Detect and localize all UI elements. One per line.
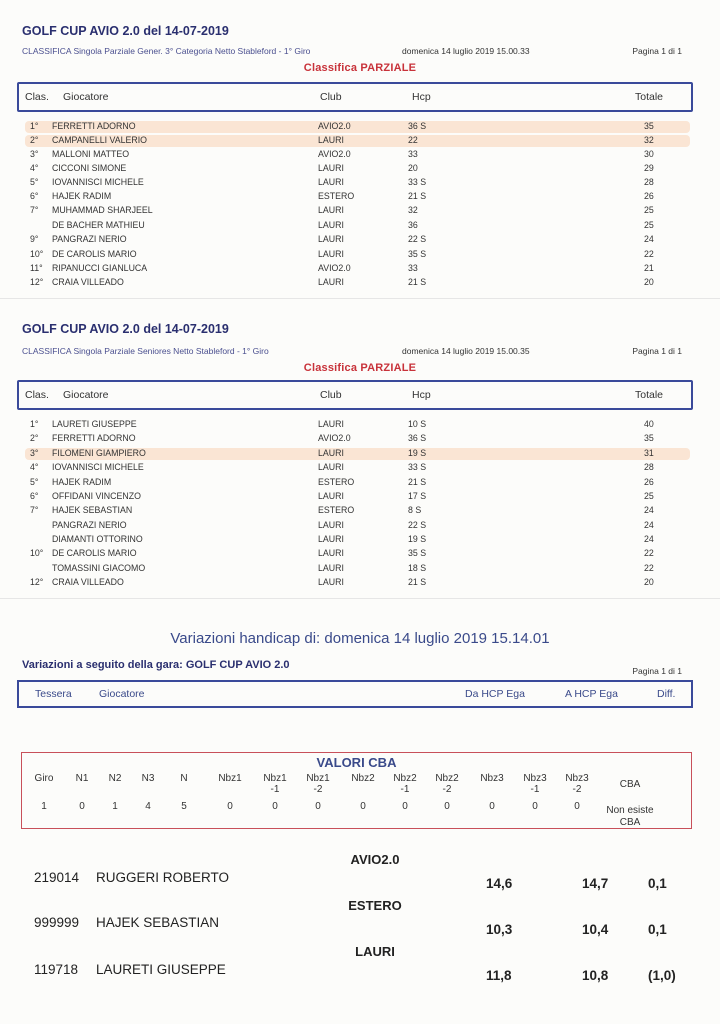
cba-value-cell: 0 — [360, 801, 366, 812]
table-row — [0, 562, 720, 576]
cba-header-cell: Nbz2 — [351, 773, 375, 784]
player-name: FERRETTI ADORNO — [52, 121, 136, 131]
table-row — [0, 162, 720, 176]
cba-header-cell: N2 — [108, 773, 122, 784]
table-row — [0, 204, 720, 218]
member-card-number: 999999 — [34, 915, 80, 930]
col-totale: Totale — [635, 91, 664, 103]
section-subtitle: CLASSIFICA Singola Parziale Seniores Netto Stableford - 1° Giro — [22, 346, 269, 356]
rank-position: 5° — [30, 477, 39, 487]
table-row — [0, 276, 720, 290]
variazioni-header — [17, 680, 693, 708]
player-total: 28 — [644, 177, 654, 187]
cba-header-cell: N — [180, 773, 188, 784]
to-hcp-ega: 10,4 — [582, 922, 609, 937]
player-total: 32 — [644, 135, 654, 145]
player-club: ESTERO — [318, 477, 355, 487]
cba-value-cell: 0 — [402, 801, 408, 812]
table-row — [0, 519, 720, 533]
player-hcp: 36 S — [408, 121, 427, 131]
player-total: 20 — [644, 577, 654, 587]
cba-values-box — [21, 752, 692, 829]
col-giocatore: Giocatore — [63, 91, 109, 103]
member-card-number: 219014 — [34, 870, 80, 885]
table-row — [0, 461, 720, 475]
player-hcp: 21 S — [408, 477, 427, 487]
handicap-change-row — [0, 915, 720, 935]
table-row — [0, 262, 720, 276]
col-tessera: Tessera — [35, 688, 72, 700]
player-name: FERRETTI ADORNO — [52, 433, 136, 443]
player-hcp: 22 S — [408, 520, 427, 530]
cba-header-cell: Nbz2 -1 — [393, 773, 417, 795]
rank-position: 6° — [30, 491, 39, 501]
cba-value-cell: 0 — [489, 801, 495, 812]
cba-value-cell: 0 — [574, 801, 580, 812]
table-row — [0, 418, 720, 432]
cba-header-cell: Nbz2 -2 — [435, 773, 459, 795]
player-club: LAURI — [318, 277, 344, 287]
player-name: DE CAROLIS MARIO — [52, 548, 137, 558]
player-name: PANGRAZI NERIO — [52, 520, 127, 530]
player-hcp: 33 — [408, 149, 418, 159]
cba-value-cell: 0 — [532, 801, 538, 812]
col-giocatore: Giocatore — [99, 688, 145, 700]
cba-header-cell: N1 — [75, 773, 89, 784]
player-club: LAURI — [318, 462, 344, 472]
player-club: AVIO2.0 — [318, 263, 351, 273]
classifica-heading: Classifica PARZIALE — [303, 62, 417, 74]
variazioni-subtitle: Variazioni a seguito della gara: GOLF CUP AVIO 2.0 — [22, 659, 290, 671]
cba-header-cell: N3 — [141, 773, 155, 784]
player-club: LAURI — [318, 520, 344, 530]
player-hcp: 19 S — [408, 448, 427, 458]
rank-position: 2° — [30, 433, 39, 443]
player-hcp: 21 S — [408, 277, 427, 287]
col-hcp: Hcp — [412, 91, 431, 103]
club-heading: AVIO2.0 — [350, 852, 400, 867]
rank-position: 3° — [30, 448, 39, 458]
player-total: 21 — [644, 263, 654, 273]
player-total: 28 — [644, 462, 654, 472]
player-total: 40 — [644, 419, 654, 429]
player-club: LAURI — [318, 563, 344, 573]
player-name: HAJEK RADIM — [52, 191, 112, 201]
rank-position: 3° — [30, 149, 39, 159]
cba-value-cell: 5 — [181, 801, 187, 812]
table-row — [0, 233, 720, 247]
player-hcp: 20 — [408, 163, 418, 173]
player-club: LAURI — [318, 220, 344, 230]
player-club: LAURI — [318, 163, 344, 173]
player-total: 22 — [644, 563, 654, 573]
club-heading: LAURI — [355, 944, 395, 959]
cba-header-cell: Nbz1 -2 — [306, 773, 330, 795]
table-row — [0, 148, 720, 162]
table-row — [0, 176, 720, 190]
player-name: CRAIA VILLEADO — [52, 277, 124, 287]
page-indicator: Pagina 1 di 1 — [632, 346, 682, 356]
player-total: 22 — [644, 548, 654, 558]
player-name: HAJEK RADIM — [52, 477, 112, 487]
player-hcp: 18 S — [408, 563, 427, 573]
from-hcp-ega: 11,8 — [486, 968, 512, 983]
rank-position: 7° — [30, 505, 39, 515]
player-hcp: 36 — [408, 220, 418, 230]
player-club: LAURI — [318, 448, 344, 458]
col-clas: Clas. — [25, 389, 49, 401]
cba-value-cell: 0 — [315, 801, 321, 812]
player-total: 25 — [644, 205, 654, 215]
handicap-change-row — [0, 870, 720, 890]
player-hcp: 32 — [408, 205, 418, 215]
rank-position: 10° — [30, 249, 44, 259]
player-total: 26 — [644, 191, 654, 201]
player-total: 35 — [644, 121, 654, 131]
player-club: LAURI — [318, 534, 344, 544]
table-row — [0, 547, 720, 561]
col-hcp: Hcp — [412, 389, 431, 401]
table-row — [0, 447, 720, 461]
player-hcp: 35 S — [408, 249, 427, 259]
player-club: LAURI — [318, 577, 344, 587]
player-name: TOMASSINI GIACOMO — [52, 563, 146, 573]
cba-value-cell: 0 — [444, 801, 450, 812]
player-total: 29 — [644, 163, 654, 173]
section-date: domenica 14 luglio 2019 15.00.33 — [402, 46, 530, 56]
table-row — [0, 476, 720, 490]
cba-header-cell: Nbz3 -2 — [565, 773, 589, 795]
player-club: AVIO2.0 — [318, 433, 351, 443]
rank-position: 10° — [30, 548, 44, 558]
player-club: LAURI — [318, 234, 344, 244]
rank-position: 7° — [30, 205, 39, 215]
rank-position: 12° — [30, 577, 44, 587]
player-name: OFFIDANI VINCENZO — [52, 491, 141, 501]
member-card-number: 119718 — [34, 962, 79, 977]
player-club: AVIO2.0 — [318, 121, 351, 131]
player-total: 22 — [644, 249, 654, 259]
club-heading: ESTERO — [348, 898, 402, 913]
section-subtitle: CLASSIFICA Singola Parziale Gener. 3° Categoria Netto Stableford - 1° Giro — [22, 46, 311, 56]
player-club: ESTERO — [318, 505, 355, 515]
to-hcp-ega: 10,8 — [582, 968, 609, 983]
col-club: Club — [320, 389, 342, 401]
table-row — [0, 576, 720, 590]
player-total: 35 — [644, 433, 654, 443]
page-indicator: Pagina 1 di 1 — [632, 666, 682, 676]
cba-header-cell: Nbz1 — [218, 773, 242, 784]
player-hcp: 8 S — [408, 505, 422, 515]
player-name: FILOMENI GIAMPIERO — [52, 448, 146, 458]
player-hcp: 36 S — [408, 433, 427, 443]
cba-value-cell: 0 — [227, 801, 233, 812]
player-hcp: 33 — [408, 263, 418, 273]
hcp-diff: 0,1 — [648, 876, 667, 891]
player-total: 24 — [644, 234, 654, 244]
player-hcp: 35 S — [408, 548, 427, 558]
rank-position: 5° — [30, 177, 39, 187]
player-total: 31 — [644, 448, 654, 458]
player-club: LAURI — [318, 419, 344, 429]
player-total: 24 — [644, 520, 654, 530]
cba-value-cell: 1 — [41, 801, 47, 812]
rank-position: 6° — [30, 191, 39, 201]
col-clas: Clas. — [25, 91, 49, 103]
section-title: GOLF CUP AVIO 2.0 del 14-07-2019 — [22, 322, 229, 336]
player-name: CRAIA VILLEADO — [52, 577, 124, 587]
page-indicator: Pagina 1 di 1 — [632, 46, 682, 56]
player-club: LAURI — [318, 177, 344, 187]
player-name: MALLONI MATTEO — [52, 149, 130, 159]
col-diff: Diff. — [657, 688, 676, 700]
player-name: LAURETI GIUSEPPE — [52, 419, 137, 429]
player-hcp: 19 S — [408, 534, 427, 544]
handicap-change-row — [0, 962, 720, 982]
player-name: PANGRAZI NERIO — [52, 234, 127, 244]
classifica-section-2 — [0, 300, 720, 600]
table-header — [17, 82, 693, 112]
player-hcp: 21 S — [408, 577, 427, 587]
rank-position: 4° — [30, 163, 39, 173]
col-da-hcp: Da HCP Ega — [465, 688, 525, 700]
player-club: LAURI — [318, 548, 344, 558]
player-hcp: 10 S — [408, 419, 427, 429]
cba-value-cell: 0 — [79, 801, 85, 812]
player-hcp: 22 — [408, 135, 418, 145]
cba-header-cell: Giro — [34, 773, 54, 784]
page-divider — [0, 598, 720, 599]
player-name: HAJEK SEBASTIAN — [96, 915, 220, 930]
player-total: 24 — [644, 505, 654, 515]
section-title: GOLF CUP AVIO 2.0 del 14-07-2019 — [22, 24, 229, 38]
from-hcp-ega: 10,3 — [486, 922, 513, 937]
variazioni-title: Variazioni handicap di: domenica 14 luglio 2019 15.14.01 — [170, 630, 550, 647]
col-giocatore: Giocatore — [63, 389, 109, 401]
rank-position: 1° — [30, 121, 39, 131]
player-name: IOVANNISCI MICHELE — [52, 462, 144, 472]
col-a-hcp: A HCP Ega — [565, 688, 618, 700]
player-name: DE BACHER MATHIEU — [52, 220, 145, 230]
from-hcp-ega: 14,6 — [486, 876, 513, 891]
classifica-heading: Classifica PARZIALE — [303, 362, 417, 374]
player-total: 30 — [644, 149, 654, 159]
player-hcp: 17 S — [408, 491, 427, 501]
player-club: LAURI — [318, 135, 344, 145]
table-row — [0, 432, 720, 446]
player-name: CAMPANELLI VALERIO — [52, 135, 148, 145]
page-divider — [0, 298, 720, 299]
player-hcp: 33 S — [408, 177, 427, 187]
hcp-diff: (1,0) — [648, 968, 676, 983]
cba-value-cell: 4 — [145, 801, 151, 812]
table-header — [17, 380, 693, 410]
table-row — [0, 190, 720, 204]
cba-header-cell: CBA — [619, 779, 641, 790]
rank-position: 9° — [30, 234, 39, 244]
player-club: ESTERO — [318, 191, 355, 201]
rank-position: 1° — [30, 419, 39, 429]
player-club: AVIO2.0 — [318, 149, 351, 159]
cba-title: VALORI CBA — [316, 755, 397, 770]
player-hcp: 22 S — [408, 234, 427, 244]
player-total: 24 — [644, 534, 654, 544]
table-row — [0, 533, 720, 547]
player-hcp: 33 S — [408, 462, 427, 472]
cba-header-cell: Nbz1 -1 — [263, 773, 287, 795]
player-club: LAURI — [318, 249, 344, 259]
to-hcp-ega: 14,7 — [582, 876, 609, 891]
player-name: MUHAMMAD SHARJEEL — [52, 205, 153, 215]
cba-value-cell: 1 — [112, 801, 118, 812]
cba-header-cell: Nbz3 -1 — [523, 773, 547, 795]
table-row — [0, 120, 720, 134]
classifica-section-1 — [0, 0, 720, 300]
player-total: 20 — [644, 277, 654, 287]
player-total: 25 — [644, 491, 654, 501]
table-row — [0, 504, 720, 518]
player-name: LAURETI GIUSEPPE — [96, 962, 226, 977]
player-total: 25 — [644, 220, 654, 230]
player-name: DE CAROLIS MARIO — [52, 249, 137, 259]
table-row — [0, 219, 720, 233]
cba-header-cell: Nbz3 — [480, 773, 504, 784]
player-club: LAURI — [318, 491, 344, 501]
col-totale: Totale — [635, 389, 664, 401]
rank-position: 11° — [30, 263, 43, 273]
player-total: 26 — [644, 477, 654, 487]
player-name: HAJEK SEBASTIAN — [52, 505, 133, 515]
table-row — [0, 490, 720, 504]
cba-value-cell: Non esiste CBA — [606, 805, 654, 828]
player-name: DIAMANTI OTTORINO — [52, 534, 143, 544]
cba-value-cell: 0 — [272, 801, 278, 812]
player-name: RIPANUCCI GIANLUCA — [52, 263, 148, 273]
rank-position: 4° — [30, 462, 39, 472]
section-date: domenica 14 luglio 2019 15.00.35 — [402, 346, 530, 356]
player-hcp: 21 S — [408, 191, 427, 201]
player-club: LAURI — [318, 205, 344, 215]
hcp-diff: 0,1 — [648, 922, 667, 937]
player-name: RUGGERI ROBERTO — [96, 870, 230, 885]
rank-position: 2° — [30, 135, 39, 145]
col-club: Club — [320, 91, 342, 103]
rank-position: 12° — [30, 277, 44, 287]
table-row — [0, 134, 720, 148]
player-name: IOVANNISCI MICHELE — [52, 177, 144, 187]
player-name: CICCONI SIMONE — [52, 163, 127, 173]
table-row — [0, 248, 720, 262]
